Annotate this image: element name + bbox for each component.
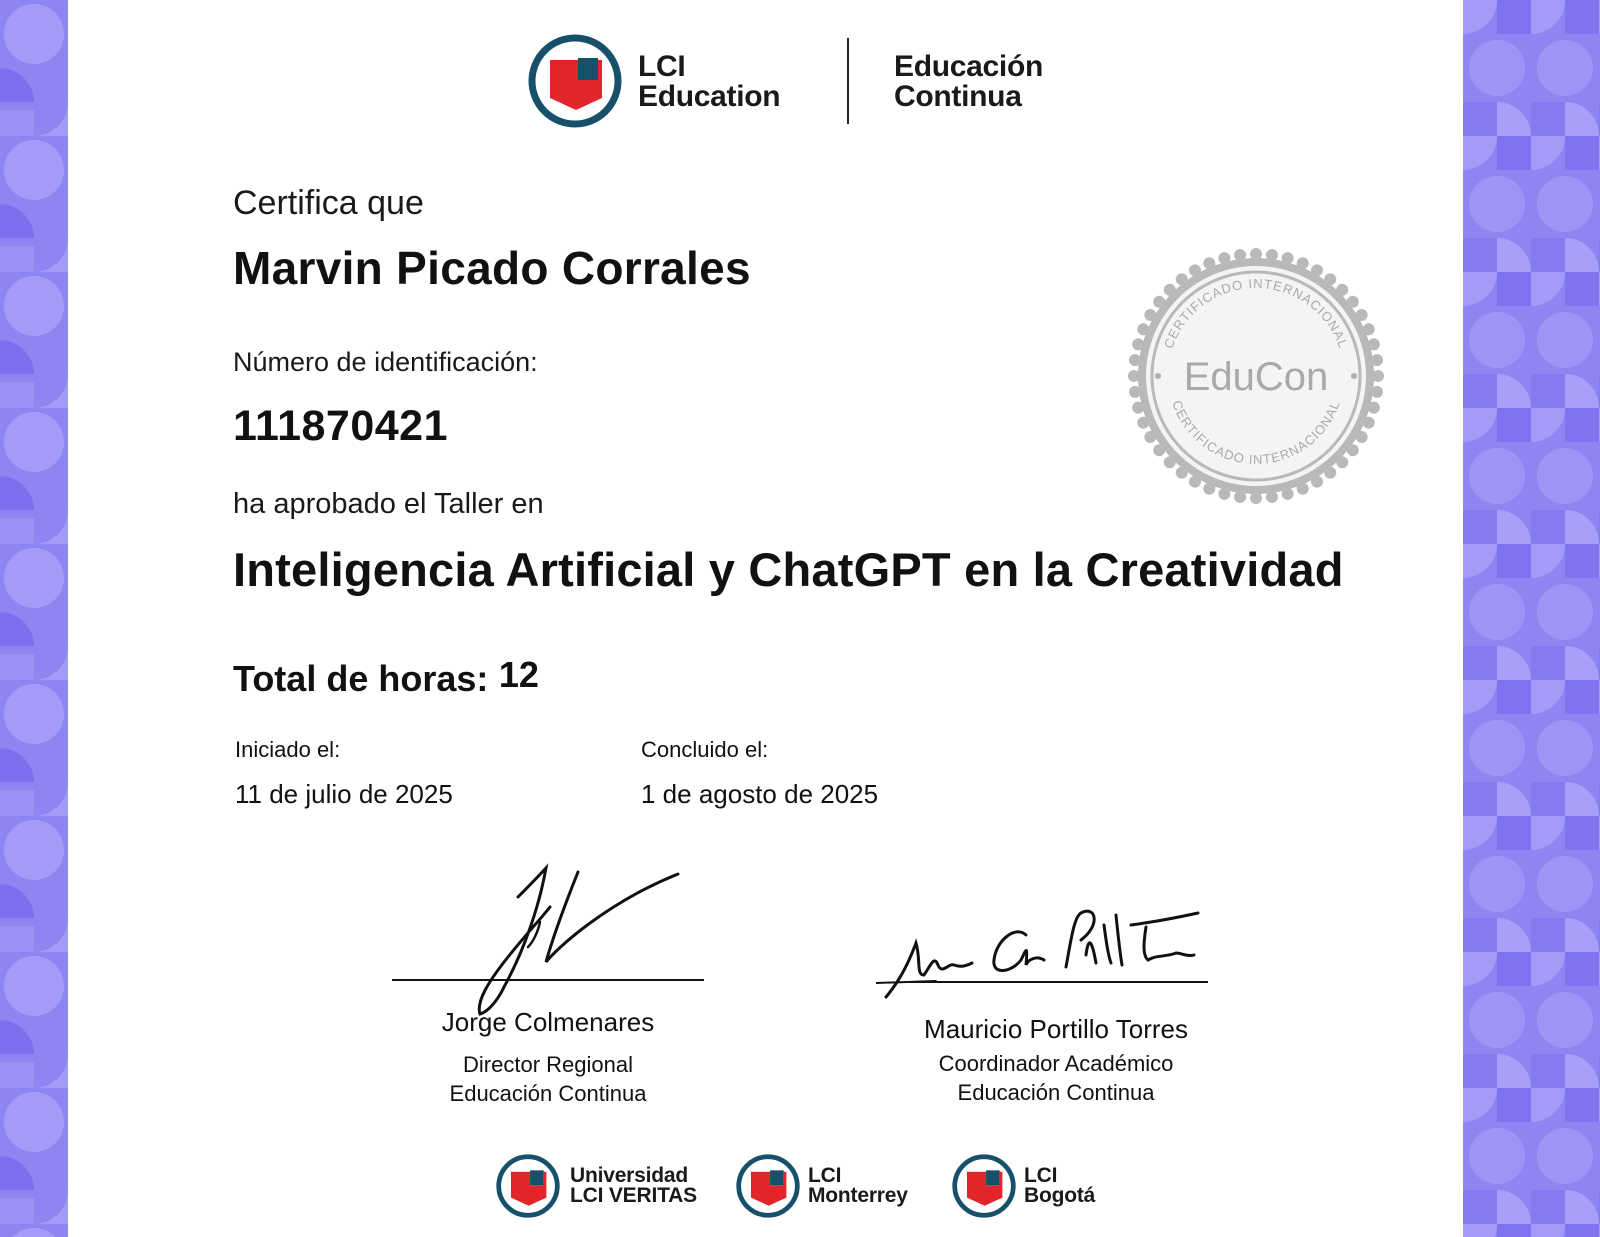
hours-label: Total de horas: xyxy=(233,658,489,699)
footer-logo-1-line2: LCI VERITAS xyxy=(570,1184,697,1207)
footer-logo-3-line2: Bogotá xyxy=(1024,1184,1096,1207)
footer-logo-3-line1: LCI xyxy=(1024,1164,1058,1187)
signatory-2-title: Coordinador Académico xyxy=(938,1051,1174,1076)
id-label: Número de identificación: xyxy=(233,347,538,377)
intro-text: Certifica que xyxy=(233,184,424,222)
start-date: 11 de julio de 2025 xyxy=(235,779,453,809)
signature-1-line xyxy=(392,979,704,981)
division-name xyxy=(894,52,1043,112)
signatory-2 xyxy=(886,1014,1226,1107)
end-label: Concluido el: xyxy=(641,737,769,762)
monterrey-logo-icon xyxy=(736,1154,800,1218)
left-decorative-pattern xyxy=(0,0,68,1237)
course-title: Inteligencia Artificial y ChatGPT en la Creatividad xyxy=(233,543,1344,596)
seal-ring-bottom: CERTIFICADO INTERNACIONAL xyxy=(1169,398,1343,468)
division-line1: Educación xyxy=(894,50,1043,83)
signature-1-image xyxy=(428,862,708,1027)
signatory-1 xyxy=(392,1007,704,1108)
end-date: 1 de agosto de 2025 xyxy=(641,779,879,809)
signatory-1-name: Jorge Colmenares xyxy=(441,1007,655,1037)
educon-seal xyxy=(1128,248,1384,509)
signatory-2-name: Mauricio Portillo Torres xyxy=(924,1014,1188,1044)
division-line2: Continua xyxy=(894,80,1022,113)
footer-logo-2-line2: Monterrey xyxy=(808,1184,908,1207)
footer-logo-1-line1: Universidad xyxy=(570,1164,689,1187)
signature-2-image xyxy=(876,905,1206,1005)
footer-logo-2-line1: LCI xyxy=(808,1164,842,1187)
certificate-page xyxy=(68,0,1463,1237)
brand-name xyxy=(638,52,780,112)
start-label: Iniciado el: xyxy=(235,737,341,762)
hours-value: 12 xyxy=(498,654,539,695)
seal-ring-top: CERTIFICADO INTERNACIONAL xyxy=(1160,275,1352,351)
signature-2-line xyxy=(910,981,1208,983)
id-number: 111870421 xyxy=(233,402,448,450)
right-decorative-pattern xyxy=(1463,0,1600,1237)
seal-center-text: EduCon xyxy=(1183,355,1329,399)
lci-logo-icon xyxy=(528,34,622,133)
brand-line1: LCI xyxy=(638,50,686,83)
hours-row xyxy=(233,654,539,700)
signatory-2-dept: Educación Continua xyxy=(957,1080,1155,1105)
veritas-logo-icon xyxy=(496,1154,560,1218)
brand-line2: Education xyxy=(638,80,781,113)
signatory-1-dept: Educación Continua xyxy=(449,1081,647,1106)
approved-text: ha aprobado el Taller en xyxy=(233,488,544,520)
signatory-1-title: Director Regional xyxy=(463,1052,633,1077)
bogota-logo-icon xyxy=(952,1154,1016,1218)
recipient-name: Marvin Picado Corrales xyxy=(233,242,751,294)
header-divider xyxy=(847,38,849,124)
